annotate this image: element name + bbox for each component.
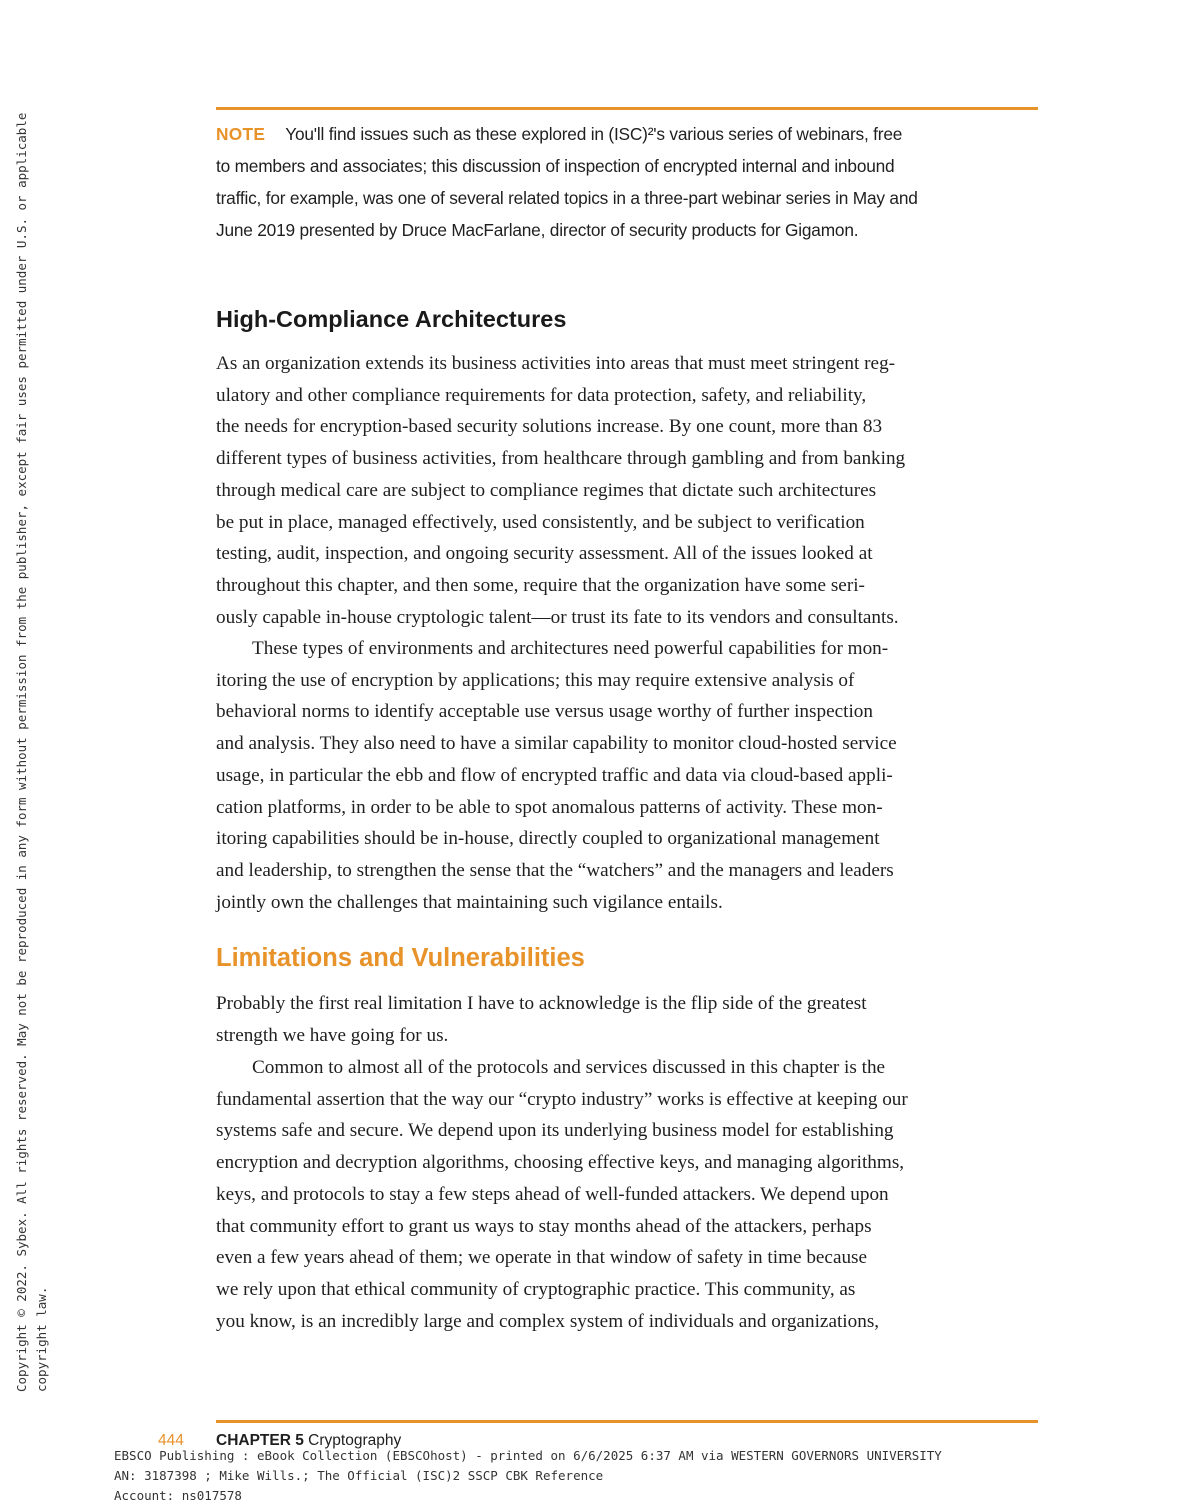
paragraph <box>216 988 1046 1051</box>
text-line: you know, is an incredibly large and complex system of individuals and organizations, <box>216 1310 880 1332</box>
section-heading-limitations: Limitations and Vulnerabilities <box>216 944 585 972</box>
chapter-title: Cryptography <box>308 1432 402 1449</box>
copyright-sidebar <box>12 113 52 1392</box>
note-box <box>216 118 1036 246</box>
text-line: usage, in particular the ebb and flow of encrypted traffic and data via cloud-based appli- <box>216 764 893 786</box>
text-line: ulatory and other compliance requirements for data protection, safety, and reliability, <box>216 384 867 406</box>
text-line: testing, audit, inspection, and ongoing security assessment. All of the issues looked at <box>216 543 873 565</box>
note-line: NOTE You'll find issues such as these explored in (ISC)²'s various series of webinars, free <box>216 124 903 144</box>
text-line: we rely upon that ethical community of cryptographic practice. This community, as <box>216 1278 856 1300</box>
text-line: even a few years ahead of them; we operate in that window of safety in time because <box>216 1247 868 1269</box>
note-label: NOTE <box>216 124 266 144</box>
text-line: itoring the use of encryption by applications; this may require extensive analysis of <box>216 669 855 691</box>
text-line: throughout this chapter, and then some, require that the organization have some seri- <box>216 574 865 596</box>
text-line: itoring capabilities should be in-house, directly coupled to organizational management <box>216 828 880 850</box>
page-number: 444 <box>158 1432 184 1449</box>
text-line: be put in place, managed effectively, used consistently, and be subject to verification <box>216 511 865 533</box>
text-line: that community effort to grant us ways to stay months ahead of the attackers, perhaps <box>216 1215 872 1237</box>
text-line: keys, and protocols to stay a few steps ahead of well-funded attackers. We depend upon <box>216 1183 889 1205</box>
paragraph <box>216 1052 1046 1337</box>
text-line: These types of environments and architectures need powerful capabilities for mon- <box>252 638 889 659</box>
section-heading-high-compliance: High-Compliance Architectures <box>216 306 567 332</box>
text-line: systems safe and secure. We depend upon its underlying business model for establishing <box>216 1120 894 1142</box>
text-line: As an organization extends its business activities into areas that must meet stringent reg- <box>216 353 896 374</box>
text-line: ously capable in-house cryptologic talent—or trust its fate to its vendors and consultants. <box>216 606 899 628</box>
note-line: to members and associates; this discussion of inspection of encrypted internal and inbound <box>216 156 895 176</box>
paragraph <box>216 348 1046 633</box>
text-line: different types of business activities, from healthcare through gambling and from banking <box>216 448 906 470</box>
copyright-line: copyright law. <box>34 1286 49 1392</box>
text-line: through medical care are subject to compliance regimes that dictate such architectures <box>216 479 877 501</box>
text-line: the needs for encryption-based security solutions increase. By one count, more than 83 <box>216 416 883 438</box>
note-line: traffic, for example, was one of several related topics in a three-part webinar series in May and <box>216 188 918 208</box>
ebsco-line: AN: 3187398 ; Mike Wills.; The Official (ISC)2 SSCP CBK Reference <box>114 1468 604 1483</box>
text-line: behavioral norms to identify acceptable use versus usage worthy of further inspection <box>216 701 873 723</box>
paragraph <box>216 633 1046 918</box>
top-rule <box>216 107 1038 110</box>
text-line: jointly own the challenges that maintaining such vigilance entails. <box>216 891 723 913</box>
ebsco-line: EBSCO Publishing : eBook Collection (EBSCOhost) - printed on 6/6/2025 6:37 AM via WESTERN GOVERNORS UNIVERSITY <box>114 1448 942 1463</box>
text-line: and leadership, to strengthen the sense that the “watchers” and the managers and leaders <box>216 859 894 881</box>
text-line: Common to almost all of the protocols and services discussed in this chapter is the <box>252 1057 886 1078</box>
text-line: and analysis. They also need to have a similar capability to monitor cloud-hosted service <box>216 733 897 755</box>
ebsco-watermark <box>114 1446 942 1506</box>
text-line: Probably the first real limitation I have to acknowledge is the flip side of the greatest <box>216 993 867 1014</box>
note-line: June 2019 presented by Druce MacFarlane, director of security products for Gigamon. <box>216 220 859 240</box>
bottom-rule <box>216 1420 1038 1423</box>
copyright-line: Copyright © 2022. Sybex. All rights reserved. May not be reproduced in any form without permission from the publisher, except fair uses permitted under U.S. or applicable <box>14 112 29 1392</box>
chapter-label: CHAPTER 5 <box>216 1432 304 1449</box>
text-line: fundamental assertion that the way our “crypto industry” works is effective at keeping our <box>216 1088 908 1110</box>
text-line: cation platforms, in order to be able to spot anomalous patterns of activity. These mon- <box>216 796 883 818</box>
ebsco-line: Account: ns017578 <box>114 1488 242 1503</box>
text-line: strength we have going for us. <box>216 1024 449 1046</box>
text-line: encryption and decryption algorithms, choosing effective keys, and managing algorithms, <box>216 1152 905 1174</box>
